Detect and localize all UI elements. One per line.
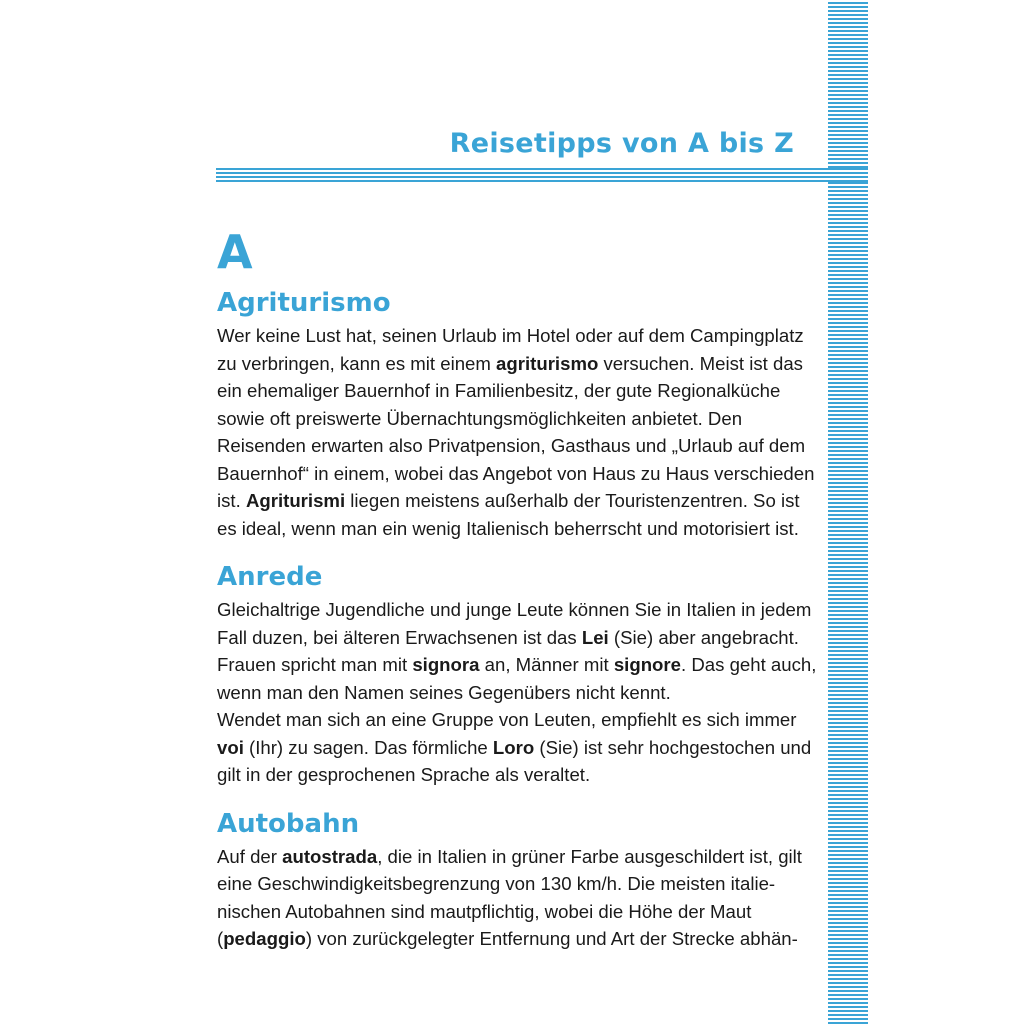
text-run: Wendet man sich an eine Gruppe von Leuten, empfiehlt es sich immer (217, 709, 797, 730)
entry-paragraph (217, 596, 817, 706)
entry-heading: Anrede (217, 562, 323, 592)
entry-paragraph (217, 322, 817, 542)
chapter-title: Reisetipps von A bis Z (449, 128, 794, 159)
bold-term: Agriturismi (245, 490, 346, 511)
entry-paragraph (217, 706, 817, 789)
section-letter: A (217, 225, 253, 279)
text-run: Wer keine Lust hat, seinen Urlaub im Hotel oder auf dem Campingplatz zu verbringen, kann es mit einem (217, 325, 804, 374)
entry-paragraph (217, 843, 817, 953)
entry-autobahn (217, 807, 817, 953)
entry-agriturismo (217, 286, 817, 542)
text-run: . Das geht auch, wenn man den Namen seines Gegenübers nicht kennt. (217, 654, 817, 703)
entry-heading: Autobahn (217, 808, 360, 839)
bold-term: signora (412, 654, 480, 675)
bold-term: Loro (492, 736, 535, 758)
text-run: Gleichaltrige Jugendliche und junge Leute können Sie in Italien in jedem Fall duzen, bei älteren Erwachsenen ist das (217, 599, 812, 648)
bold-term: pedaggio (223, 928, 306, 949)
entry-heading: Agriturismo (217, 288, 391, 318)
bold-term: voi (217, 736, 244, 758)
bold-term: agriturismo (496, 352, 599, 374)
text-run: liegen meistens außerhalb der Touristenzentren. So ist es ideal, wenn man ein wenig Italienisch beherrscht und motorisiert ist. (217, 490, 800, 539)
text-run: (Sie) ist sehr hochgestochen und gilt in der gesprochenen Sprache als veraltet. (217, 736, 812, 785)
bold-term: Lei (581, 626, 609, 648)
edge-stripe-decoration (828, 0, 868, 1024)
text-run: ) von zurückgelegter Entfernung und Art der Strecke abhän- (305, 928, 798, 949)
page-content (217, 222, 817, 971)
header-rule (216, 168, 868, 182)
text-run: versuchen. Meist ist das ein ehemaliger Bauernhof in Familienbesitz, der gute Regionalküche sowie oft preiswerte Übernachtungsmöglichkeiten anbietet. Den Reisenden erwarten also Privatpension, Gasthaus und „Urlaub auf dem Bauernhof“ in einem, wobei das Angebot von Haus zu Haus verschieden ist. (217, 352, 815, 511)
bold-term: signore (613, 654, 681, 675)
bold-term: autostrada (282, 845, 378, 867)
text-run: an, Männer mit (479, 654, 614, 675)
text-run: (Ihr) zu sagen. Das förmliche (243, 736, 493, 758)
text-run: Auf der (217, 845, 283, 867)
text-run: (Sie) aber angebracht. Frauen spricht man mit (217, 626, 799, 675)
entry-anrede (217, 560, 817, 789)
text-run: , die in Italien in grüner Farbe ausgeschildert ist, gilt eine Geschwindigkeitsbegrenzung von 130 km/h. Die meisten italienischen Autobahnen sind mautpflichtig, wobei die Höhe der Maut ( (217, 845, 802, 949)
